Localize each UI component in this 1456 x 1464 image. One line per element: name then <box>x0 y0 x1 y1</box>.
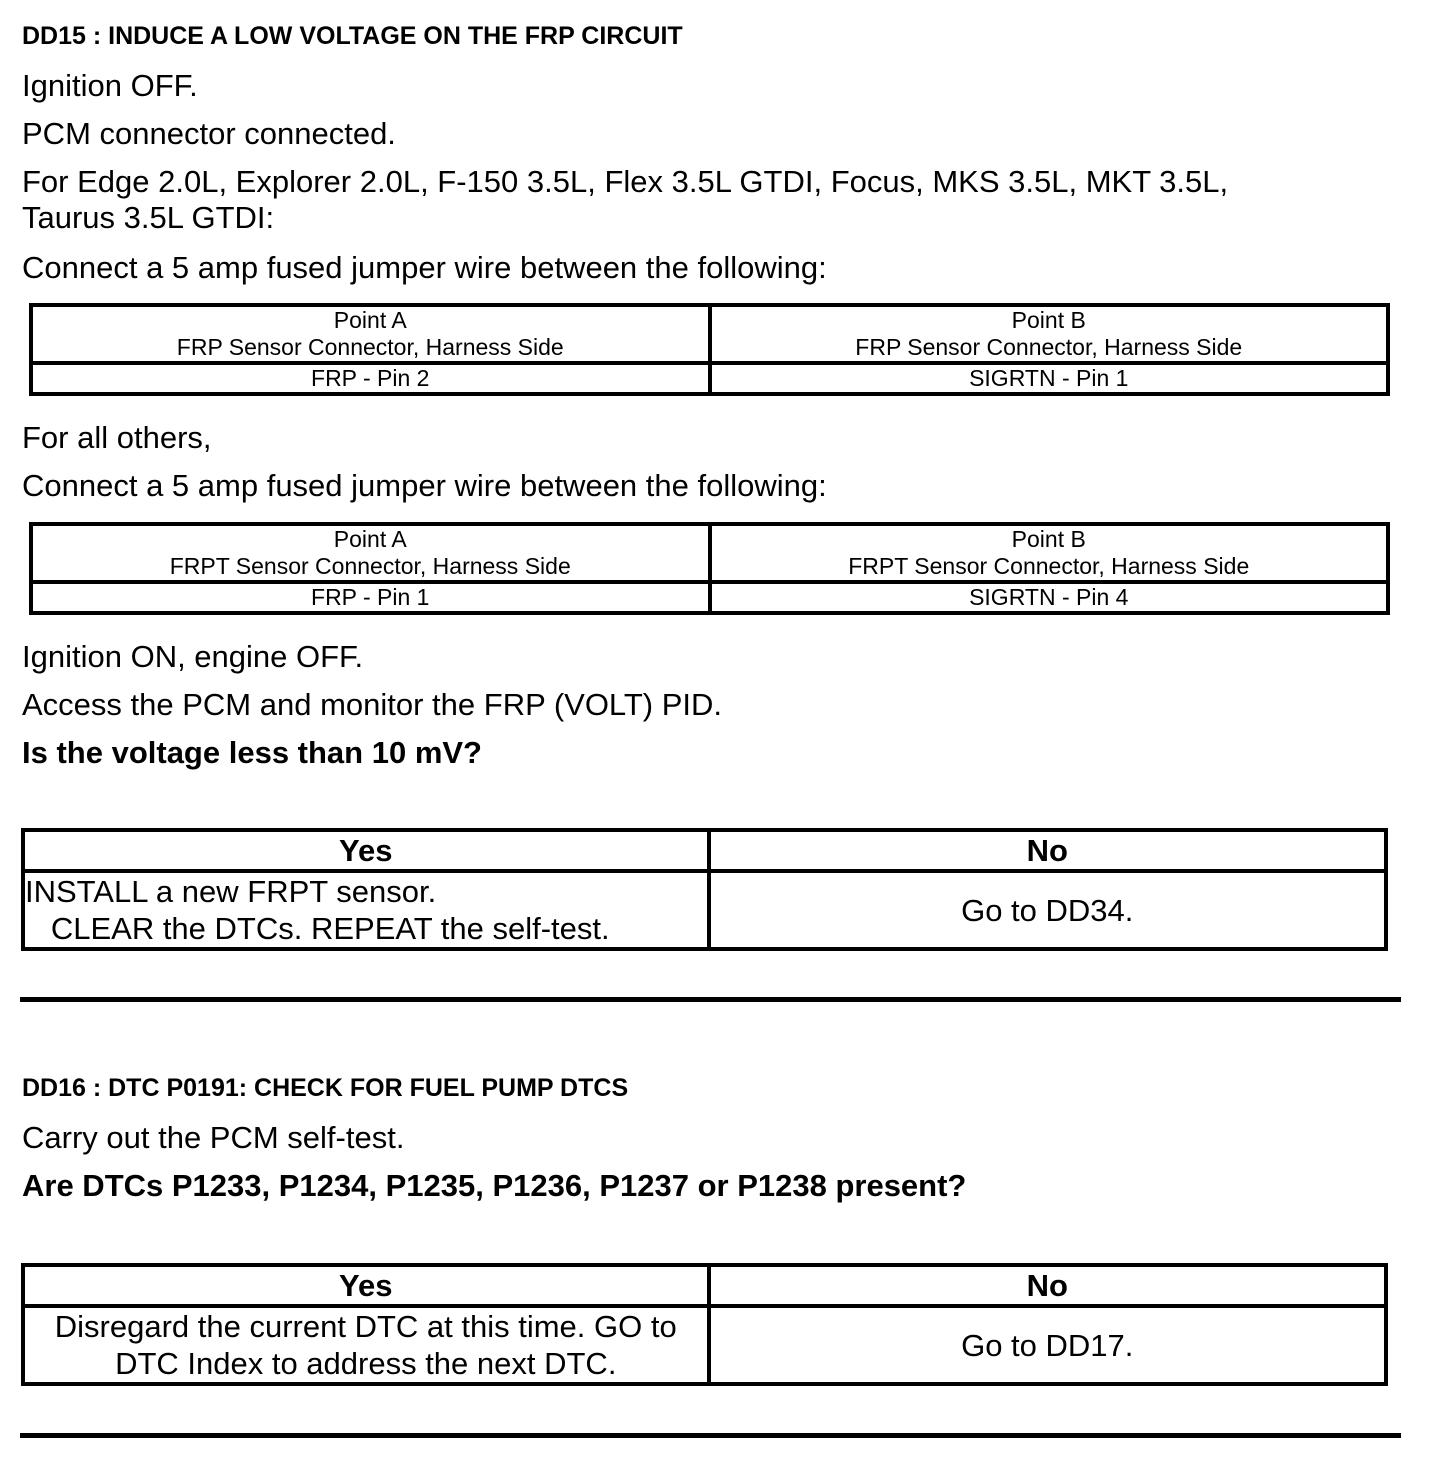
point-b-value: SIGRTN - Pin 1 <box>710 363 1389 394</box>
point-b-value: SIGRTN - Pin 4 <box>710 582 1389 613</box>
point-a-label: Point A <box>333 307 407 333</box>
point-a-location: FRP Sensor Connector, Harness Side <box>176 334 564 360</box>
point-b-label: Point B <box>1011 307 1086 333</box>
step-connect-jumper: Connect a 5 amp fused jumper wire between the following: <box>22 250 827 285</box>
point-b-header <box>710 524 1389 582</box>
dd16-title: DD16 : DTC P0191: CHECK FOR FUEL PUMP DTCS <box>22 1074 629 1102</box>
yes-header: Yes <box>23 1265 709 1306</box>
point-a-header <box>31 524 710 582</box>
section-divider <box>20 1433 1401 1438</box>
step-connect-jumper-2: Connect a 5 amp fused jumper wire between the following: <box>22 468 827 503</box>
point-a-header <box>31 305 710 363</box>
step-ignition-on: Ignition ON, engine OFF. <box>22 639 364 674</box>
step-ignition-off: Ignition OFF. <box>22 68 198 103</box>
point-b-header <box>710 305 1389 363</box>
step-vehicle-list-cont: Taurus 3.5L GTDI: <box>22 200 275 235</box>
no-header: No <box>709 830 1387 871</box>
point-b-label: Point B <box>1011 526 1086 552</box>
dd15-title: DD15 : INDUCE A LOW VOLTAGE ON THE FRP CIRCUIT <box>22 22 683 50</box>
jumper-table-frpt <box>29 522 1390 615</box>
point-b-location: FRPT Sensor Connector, Harness Side <box>848 553 1250 579</box>
step-pcm-connected: PCM connector connected. <box>22 116 396 151</box>
point-b-location: FRP Sensor Connector, Harness Side <box>855 334 1243 360</box>
jumper-table-frp <box>29 303 1390 396</box>
step-monitor-pid: Access the PCM and monitor the FRP (VOLT) PID. <box>22 687 723 722</box>
step-vehicle-list: For Edge 2.0L, Explorer 2.0L, F-150 3.5L, Flex 3.5L GTDI, Focus, MKS 3.5L, MKT 3.5L, <box>22 164 1229 199</box>
section-divider <box>20 997 1401 1002</box>
point-a-value: FRP - Pin 2 <box>31 363 710 394</box>
yes-action: INSTALL a new FRPT sensor. CLEAR the DTCs. REPEAT the self-test. <box>23 871 709 949</box>
step-for-all-others: For all others, <box>22 420 212 455</box>
dd15-result-table <box>21 828 1388 951</box>
point-a-location: FRPT Sensor Connector, Harness Side <box>169 553 571 579</box>
yes-action: Disregard the current DTC at this time. GO to DTC Index to address the next DTC. <box>23 1306 709 1384</box>
no-action: Go to DD34. <box>709 871 1387 949</box>
yes-header: Yes <box>23 830 709 871</box>
no-header: No <box>709 1265 1387 1306</box>
dd16-result-table <box>21 1263 1388 1386</box>
dd16-question: Are DTCs P1233, P1234, P1235, P1236, P1237 or P1238 present? <box>22 1168 967 1203</box>
point-a-value: FRP - Pin 1 <box>31 582 710 613</box>
step-self-test: Carry out the PCM self-test. <box>22 1120 405 1155</box>
no-action: Go to DD17. <box>709 1306 1387 1384</box>
dd15-question: Is the voltage less than 10 mV? <box>22 735 482 770</box>
point-a-label: Point A <box>333 526 407 552</box>
